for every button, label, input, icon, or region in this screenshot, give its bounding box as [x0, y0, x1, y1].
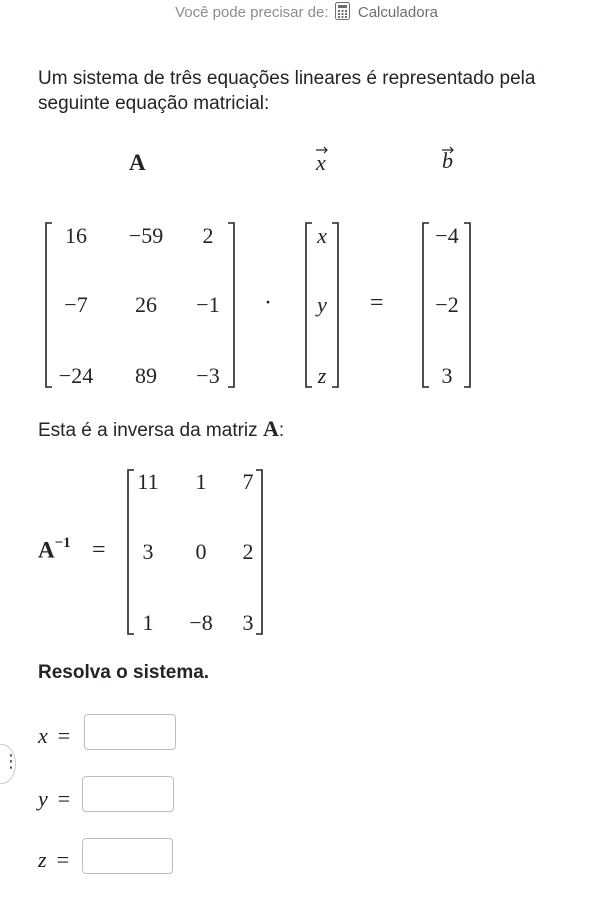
answer-equals: = [57, 786, 71, 811]
inverse-cell: 1 [142, 610, 154, 635]
equals-sign: = [370, 290, 384, 316]
matrix-a-cell: 16 [65, 223, 87, 248]
label-vector-b [440, 144, 456, 174]
calculator-link[interactable]: Calculadora [357, 4, 438, 21]
matrix-a-cell: −7 [64, 292, 88, 317]
answer-equals: = [56, 847, 69, 872]
vector-x-cell: x [317, 223, 327, 248]
dot-operator: · [264, 290, 272, 316]
vector-b-cell: −4 [435, 223, 459, 248]
vector-x-cell: y [317, 292, 327, 317]
inverse-intro-colon: : [278, 420, 285, 441]
inverse-cell: 11 [137, 469, 159, 494]
tool-hint-text: Você pode precisar de: [175, 4, 329, 21]
inverse-cell: 3 [242, 610, 254, 635]
answer-variable: z [38, 847, 47, 872]
label-vector-x [314, 144, 330, 174]
more-options-icon[interactable] [0, 744, 16, 784]
answer-z-input[interactable] [82, 838, 173, 874]
answer-x-label [38, 723, 70, 749]
answer-y-input[interactable] [82, 776, 174, 812]
matrix-a-cell: −3 [196, 363, 220, 388]
inverse-label-base: A [38, 537, 55, 563]
inverse-cell: −8 [189, 610, 213, 635]
label-vector-b-letter: b [442, 148, 453, 173]
label-matrix-a: A [129, 150, 146, 175]
inverse-label [38, 537, 71, 564]
vector-b-cell: −2 [435, 292, 459, 317]
inverse-cell: 1 [195, 469, 207, 494]
answer-x-input[interactable] [84, 714, 176, 750]
matrix-a-cell: −1 [196, 292, 220, 317]
label-vector-x-letter: x [316, 150, 326, 175]
inverse-cell: 0 [195, 539, 207, 564]
equals-sign: = [92, 537, 106, 563]
inverse-cell: 7 [242, 469, 254, 494]
answer-z-label [38, 847, 69, 873]
matrix-a-cell: −24 [58, 363, 94, 388]
task-instruction: Resolva o sistema. [38, 662, 210, 683]
matrix-a-cell: 2 [202, 223, 214, 248]
answer-variable: x [38, 723, 48, 748]
matrix-a-cell: −59 [128, 223, 164, 248]
vector-b-cell: 3 [441, 363, 453, 388]
answer-y-label [38, 786, 70, 812]
inverse-label-exponent: −1 [54, 535, 71, 551]
problem-intro: Um sistema de três equações lineares é representado pela seguinte equação matricial: [38, 68, 536, 114]
inverse-matrix-name: A [262, 416, 279, 441]
matrix-a-cell: 89 [135, 363, 157, 388]
inverse-intro [38, 416, 284, 442]
answer-equals: = [57, 723, 71, 748]
inverse-cell: 3 [142, 539, 154, 564]
calculator-icon[interactable] [335, 2, 350, 24]
answer-variable: y [38, 786, 48, 811]
matrix-a-cell: 26 [135, 292, 157, 317]
inverse-cell: 2 [242, 539, 254, 564]
vector-x-cell: z [317, 363, 327, 388]
inverse-intro-text: Esta é a inversa da matriz [38, 420, 263, 441]
tool-hint [0, 2, 613, 24]
